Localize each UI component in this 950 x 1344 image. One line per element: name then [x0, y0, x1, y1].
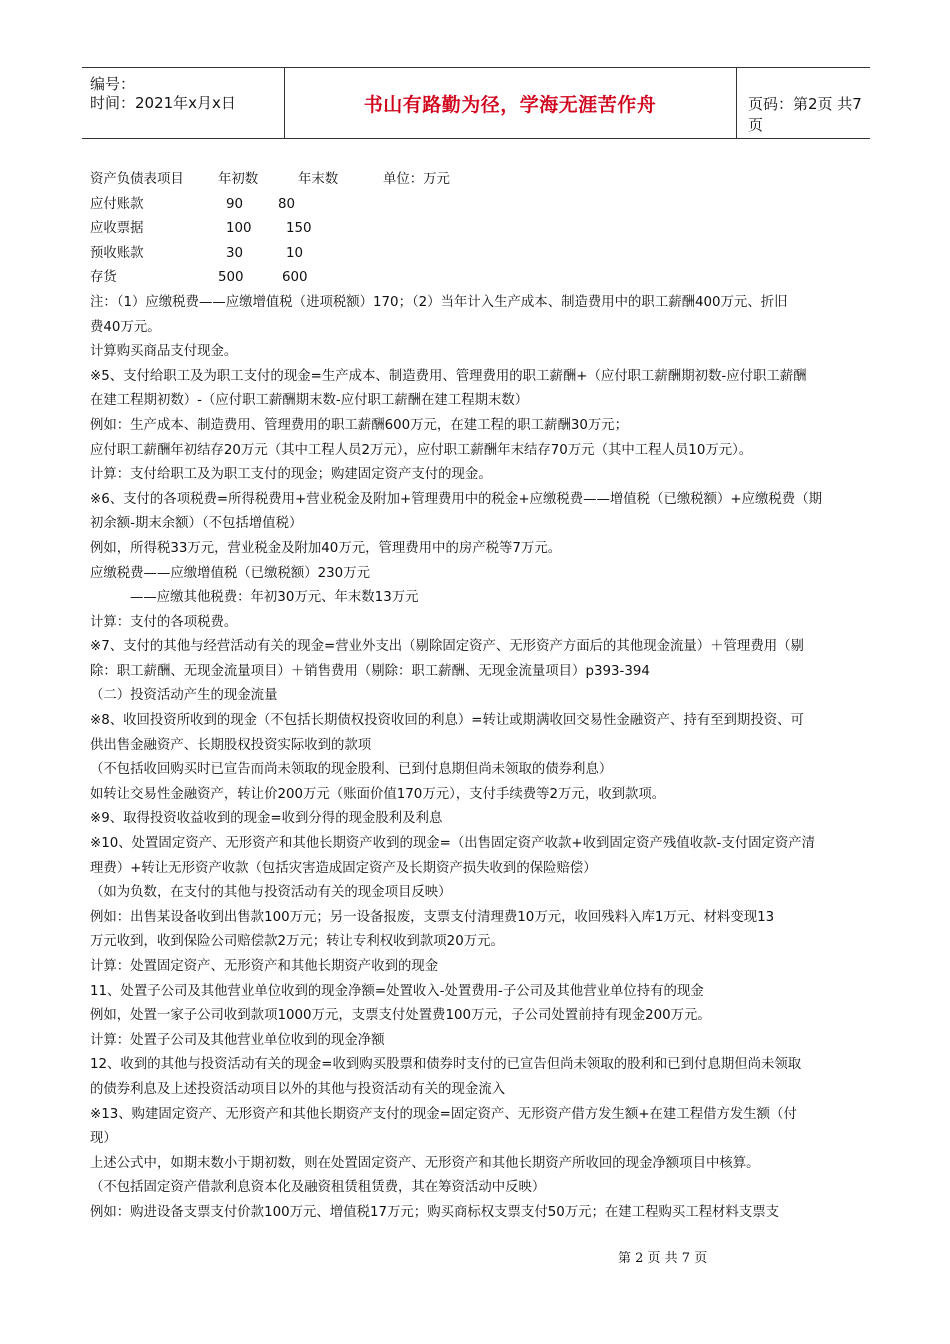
- header-left-cell: [82, 68, 285, 138]
- motto: 书山有路勤为径，学海无涯苦作舟: [363, 94, 657, 116]
- text-line: 应缴税费——应缴增值税（已缴税额）230万元: [90, 565, 370, 581]
- text-line: （不包括收回购买时已宣告而尚未领取的现金股利、已到付息期但尚未领取的债券利息）: [90, 762, 613, 778]
- text-line: 万元收到，收到保险公司赔偿款2万元；转让专利权收到款项20万元。: [90, 934, 504, 950]
- text-line: 例如：出售某设备收到出售款100万元；另一设备报废，支票支付清理费10万元，收回残料入库1万元、材料变现13: [90, 909, 775, 925]
- text-line: ※10、处置固定资产、无形资产和其他长期资产收到的现金=（出售固定资产收款+收到固定资产残值收款-支付固定资产清: [90, 836, 816, 852]
- text-line: 例如，处置一家子公司收到款项1000万元，支票支付处置费100万元，子公司处置前持有现金200万元。: [90, 1008, 711, 1024]
- table-header-row: [90, 168, 862, 193]
- text-line: 注：（1）应缴税费——应缴增值税（进项税额）170；（2）当年计入生产成本、制造费用中的职工薪酬400万元、折旧: [90, 294, 788, 310]
- text-line: 上述公式中，如期末数小于期初数，则在处置固定资产、无形资产和其他长期资产所收回的现金净额项目中核算。: [90, 1155, 760, 1171]
- table-cell: 存货: [90, 270, 117, 286]
- text-line: （不包括固定资产借款利息资本化及融资租赁租赁费，其在筹资活动中反映）: [90, 1180, 546, 1196]
- table-cell: 30: [226, 245, 244, 261]
- text-line: 12、收到的其他与投资活动有关的现金=收到购买股票和债券时支付的已宣告但尚未领取的股利和已到付息期但尚未领取: [90, 1057, 802, 1073]
- text-line: 应付职工薪酬年初结存20万元（其中工程人员2万元），应付职工薪酬年末结存70万元（其中工程人员10万元）。: [90, 442, 753, 458]
- text-line: 计算购买商品支付现金。: [90, 344, 238, 360]
- text-line: 例如，所得税33万元，营业税金及附加40万元，管理费用中的房产税等7万元。: [90, 540, 562, 556]
- text-line: ※8、收回投资所收到的现金（不包括长期债权投资收回的利息）=转让或期满收回交易性金融资产、持有至到期投资、可: [90, 713, 804, 729]
- table-row: [90, 266, 862, 291]
- text-line: （如为负数，在支付的其他与投资活动有关的现金项目反映）: [90, 885, 452, 901]
- table-cell: 150: [286, 221, 312, 237]
- table-cell: 100: [226, 221, 252, 237]
- text-line: ※5、支付给职工及为职工支付的现金=生产成本、制造费用、管理费用的职工薪酬+（应付职工薪酬期初数-应付职工薪酬: [90, 368, 807, 384]
- page-header: [82, 67, 870, 139]
- text-line: 的债券利息及上述投资活动项目以外的其他与投资活动有关的现金流入: [90, 1081, 506, 1097]
- table-cell: 600: [282, 270, 308, 286]
- page-number-label: 页码：第2页 共7页: [748, 95, 862, 134]
- table-cell: 80: [278, 196, 296, 212]
- text-line: ※13、购建固定资产、无形资产和其他长期资产支付的现金=固定资产、无形资产借方发生额+在建工程借方发生额（付: [90, 1106, 797, 1122]
- table-row: [90, 242, 862, 267]
- table-cell: 500: [218, 270, 244, 286]
- header-middle-cell: [284, 68, 737, 138]
- text-line: 如转让交易性金融资产，转让价200万元（账面价值170万元），支付手续费等2万元，收到款项。: [90, 786, 666, 802]
- text-line: ※9、取得投资收益收到的现金=收到分得的现金股利及利息: [90, 811, 443, 827]
- section-heading: （二）投资活动产生的现金流量: [90, 688, 278, 704]
- table-header-cell: 年末数: [298, 172, 339, 187]
- text-line: 初余额-期末余额）（不包括增值税）: [90, 516, 303, 532]
- text-line: ※7、支付的其他与经营活动有关的现金=营业外支出（剔除固定资产、无形资产方面后的其他现金流量）＋管理费用（剔: [90, 639, 804, 655]
- table-cell: 10: [286, 245, 304, 261]
- text-line: 费40万元。: [90, 319, 161, 335]
- table-header-cell: 资产负债表项目: [90, 172, 184, 187]
- text-line: 理费）+转让无形资产收款（包括灾害造成固定资产及长期资产损失收到的保险赔偿）: [90, 860, 597, 876]
- number-label: 编号：: [90, 75, 136, 93]
- table-cell: 应付账款: [90, 196, 144, 212]
- table-header-cell: 单位：万元: [383, 172, 450, 187]
- text-line: 11、处置子公司及其他营业单位收到的现金净额=处置收入-处置费用-子公司及其他营业单位持有的现金: [90, 983, 704, 999]
- date-label: 时间：2021年x月x日: [90, 94, 236, 112]
- header-right-cell: [736, 68, 870, 138]
- text-line: 计算：处置固定资产、无形资产和其他长期资产收到的现金: [90, 959, 439, 974]
- text-line: 例如：生产成本、制造费用、管理费用的职工薪酬600万元，在建工程的职工薪酬30万元；: [90, 417, 629, 433]
- text-line: 计算：支付的各项税费。: [90, 614, 238, 630]
- text-line: 除：职工薪酬、无现金流量项目）＋销售费用（剔除：职工薪酬、无现金流量项目）p393-394: [90, 663, 650, 679]
- text-line: ※6、支付的各项税费=所得税费用+营业税金及附加+管理费用中的税金+应缴税费——增值税（已缴税额）+应缴税费（期: [90, 491, 822, 507]
- text-line: ——应缴其他税费：年初30万元、年末数13万元: [130, 590, 419, 606]
- table-cell: 90: [226, 196, 244, 212]
- text-line: 在建工程期初数）-（应付职工薪酬期末数-应付职工薪酬在建工程期末数）: [90, 393, 529, 409]
- document-body: [90, 168, 862, 1226]
- text-line: 例如：购进设备支票支付价款100万元、增值税17万元；购买商标权支票支付50万元；在建工程购买工程材料支票支: [90, 1204, 779, 1220]
- page-footer: 第 2 页 共 7 页: [618, 1251, 708, 1266]
- table-cell: 应收票据: [90, 221, 144, 237]
- table-row: [90, 193, 862, 218]
- text-line: 计算：处置子公司及其他营业单位收到的现金净额: [90, 1032, 385, 1048]
- table-header-cell: 年初数: [218, 172, 259, 187]
- table-cell: 预收账款: [90, 245, 144, 261]
- text-line: 现）: [90, 1131, 117, 1147]
- table-row: [90, 217, 862, 242]
- text-line: 计算：支付给职工及为职工支付的现金；购建固定资产支付的现金。: [90, 467, 492, 483]
- text-line: 供出售金融资产、长期股权投资实际收到的款项: [90, 737, 372, 753]
